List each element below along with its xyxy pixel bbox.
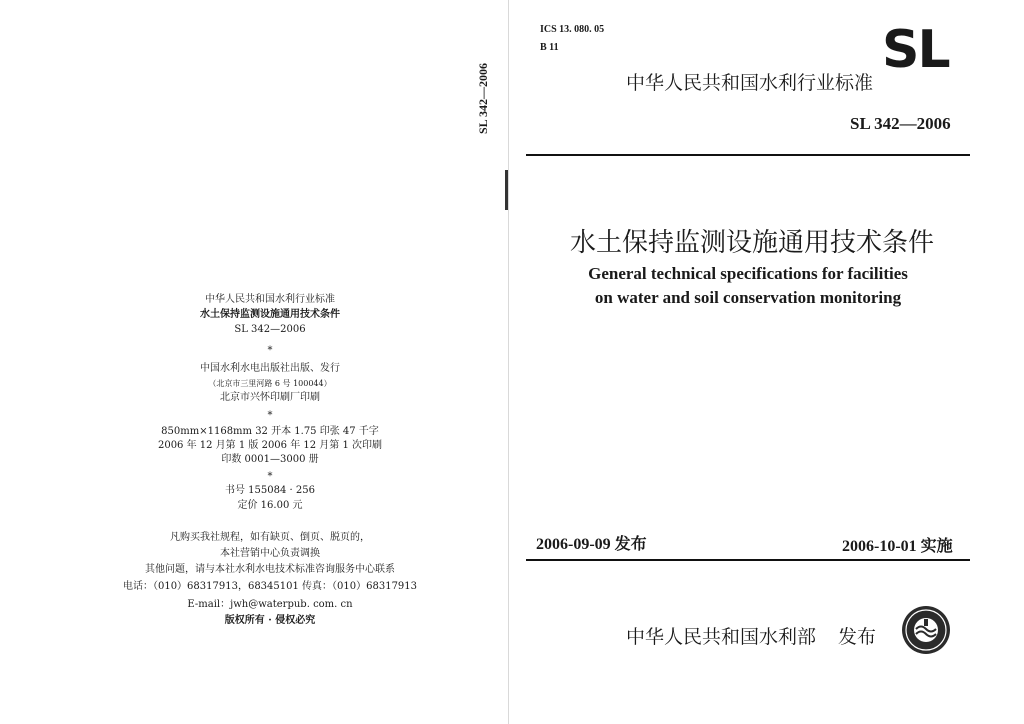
class-code: B 11 xyxy=(540,42,559,53)
back-code: SL 342—2006 xyxy=(234,324,306,335)
back-publisher: 中国水利水电出版社出版、发行 xyxy=(200,363,340,374)
sl-logo: SL xyxy=(882,20,949,80)
back-phone: 电话：（010）68317913，68345101 传真：（010）68317913 xyxy=(122,581,418,592)
issue-label: 发布 xyxy=(838,626,877,648)
ministry-emblem-icon xyxy=(900,604,952,656)
ics-code: ICS 13. 080. 05 xyxy=(540,24,605,35)
separator-star: * xyxy=(267,345,273,356)
front-series: 中华人民共和国水利行业标准 xyxy=(626,72,874,94)
front-code: SL 342—2006 xyxy=(850,114,951,133)
back-notice-3: 其他问题，请与本社水利水电技术标准咨询服务中心联系 xyxy=(145,564,395,575)
back-edition: 2006 年 12 月第 1 版 2006 年 12 月第 1 次印刷 xyxy=(157,440,383,451)
back-price: 定价 16.00 元 xyxy=(237,500,303,511)
separator-star: * xyxy=(267,471,273,482)
back-series: 中华人民共和国水利行业标准 xyxy=(205,294,335,305)
back-printer: 北京市兴怀印刷厂印刷 xyxy=(220,392,320,403)
back-cover-page xyxy=(0,0,508,724)
back-email: E-mail：jwh@waterpub. com. cn xyxy=(187,599,353,610)
separator-star: * xyxy=(267,410,273,421)
bottom-rule xyxy=(526,559,970,561)
top-rule xyxy=(526,154,970,156)
front-cover-page xyxy=(508,0,1024,724)
back-notice-1: 凡购买我社规程，如有缺页、倒页、脱页的， xyxy=(170,532,370,543)
back-notice-2: 本社营销中心负责调换 xyxy=(220,548,320,559)
back-isbn: 书号 155084 · 256 xyxy=(225,485,315,496)
front-title-en-1: General technical specifications for facilities xyxy=(588,264,908,283)
back-print-run: 印数 0001—3000 册 xyxy=(221,454,319,465)
back-spec: 850mm×1168mm 32 开本 1.75 印张 47 千字 xyxy=(161,426,379,437)
issue-date: 2006-09-09 发布 xyxy=(536,536,647,553)
front-title-en-2: on water and soil conservation monitoring xyxy=(594,288,902,307)
back-title: 水土保持监测设施通用技术条件 xyxy=(200,309,340,320)
spine-code: SL 342—2006 xyxy=(476,62,490,134)
back-address: （北京市三里河路 6 号 100044） xyxy=(208,379,332,388)
effective-date: 2006-10-01 实施 xyxy=(842,538,953,555)
front-title-cn: 水土保持监测设施通用技术条件 xyxy=(570,228,935,258)
issuer: 中华人民共和国水利部 xyxy=(626,626,817,648)
back-rights: 版权所有 · 侵权必究 xyxy=(224,615,316,626)
